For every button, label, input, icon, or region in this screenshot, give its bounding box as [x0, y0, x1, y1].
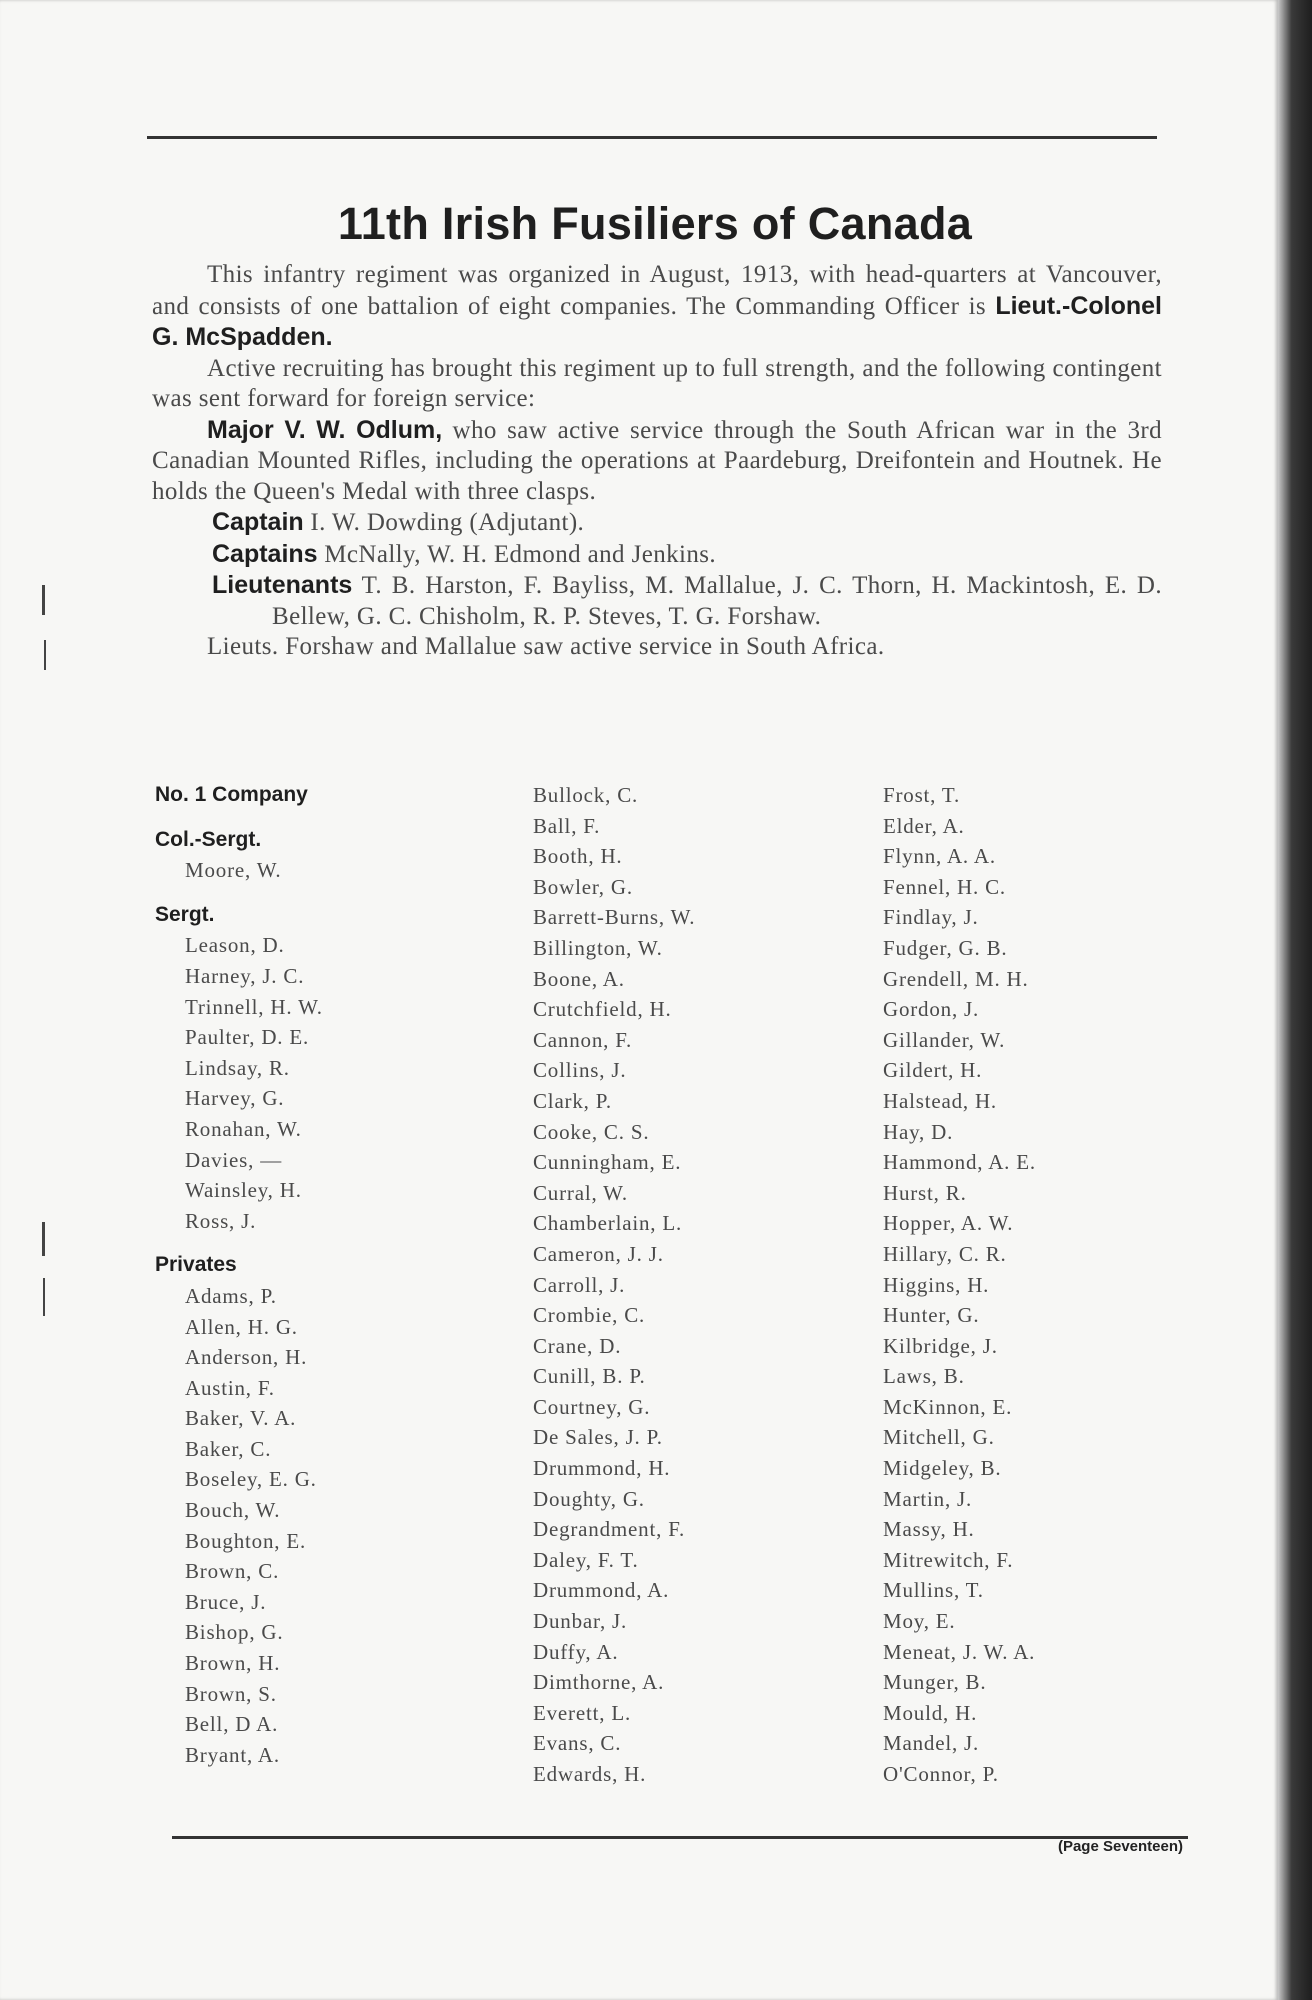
col-sergt-heading: Col.-Sergt.: [155, 827, 262, 851]
top-rule: [147, 136, 1157, 139]
privates-list-1: [155, 1281, 323, 1771]
roster-entry: Gordon, J.: [883, 997, 980, 1022]
roster-entry: Clark, P.: [533, 1088, 612, 1113]
roster-entry: Boughton, E.: [185, 1528, 307, 1553]
major-service-text: who saw active service through the South African war in the 3rd Canadian Mounted Rifles, including the operations at Paardeburg, Dreifontein and Houtnek. He holds the Queen's Medal with three clasps.: [152, 416, 1162, 505]
roster-entry: Courtney, G.: [533, 1394, 651, 1419]
roster-entry: Baker, C.: [185, 1436, 272, 1461]
margin-mark: [42, 585, 45, 615]
roster-entry: Dimthorne, A.: [533, 1670, 665, 1695]
captain-line: [152, 507, 1162, 539]
sergt-heading: Sergt.: [155, 902, 215, 926]
roster-entry: Duffy, A.: [533, 1639, 619, 1664]
margin-mark: [42, 1222, 45, 1256]
roster-entry: McKinnon, E.: [883, 1394, 1013, 1419]
roster-entry: Collins, J.: [533, 1058, 627, 1083]
roster-entry: Findlay, J.: [883, 905, 979, 930]
roster-entry: Daley, F. T.: [533, 1547, 639, 1572]
page-number: (Page Seventeen): [1057, 1838, 1183, 1855]
roster-entry: Harvey, G.: [185, 1086, 285, 1111]
roster-entry: Leason, D.: [185, 933, 285, 958]
roster-entry: Everett, L.: [533, 1700, 632, 1725]
captains-line: [152, 539, 1162, 571]
roster-entry: Carroll, J.: [533, 1272, 626, 1297]
roster-entry: Lindsay, R.: [185, 1055, 290, 1080]
roster-entry: Boone, A.: [533, 966, 625, 991]
roster-entry: Kilbridge, J.: [883, 1333, 998, 1358]
roster-entry: Curral, W.: [533, 1180, 628, 1205]
roster-entry: Cannon, F.: [533, 1027, 633, 1052]
roster-entry: Moy, E.: [883, 1609, 956, 1634]
intro-paragraph-recruiting: Active recruiting has brought this regiment up to full strength, and the following contingent was sent forward for foreign service:: [152, 354, 1162, 412]
roster-column-1: [155, 780, 323, 1770]
lieutenants-label: Lieutenants: [212, 571, 353, 599]
roster-entry: Crane, D.: [533, 1333, 622, 1358]
captain-label: Captain: [212, 508, 304, 536]
roster-entry: Brown, S.: [185, 1681, 277, 1706]
roster-entry: Davies, —: [185, 1147, 283, 1172]
roster-entry: Barrett-Burns, W.: [533, 905, 696, 930]
roster-entry: Drummond, A.: [533, 1578, 670, 1603]
captains-label: Captains: [212, 539, 318, 568]
roster-entry: Evans, C.: [533, 1731, 622, 1756]
privates-heading: Privates: [155, 1253, 237, 1277]
roster-entry: Bruce, J.: [185, 1589, 267, 1614]
roster-entry: Fennel, H. C.: [883, 874, 1006, 899]
organization-text: This infantry regiment was organized in August, 1913, with head-quarters at Vancouver, and consists of one battalion of eight companies. The Commanding Officer is: [152, 261, 1162, 320]
roster-entry: Austin, F.: [185, 1375, 275, 1400]
roster-entry: Cameron, J. J.: [533, 1241, 664, 1266]
roster-entry: Ross, J.: [185, 1208, 257, 1233]
roster-entry: Gillander, W.: [883, 1027, 1006, 1052]
roster-entry: Halstead, H.: [883, 1088, 997, 1113]
roster-entry: Baker, V. A.: [185, 1406, 297, 1431]
roster-entry: Mandel, J.: [883, 1731, 980, 1756]
roster-entry: Bouch, W.: [185, 1498, 281, 1523]
roster-entry: Gildert, H.: [883, 1058, 983, 1083]
roster-entry: Hopper, A. W.: [883, 1211, 1014, 1236]
roster-entry: Cunill, B. P.: [533, 1364, 646, 1389]
roster-entry: Mitrewitch, F.: [883, 1547, 1014, 1572]
major-name: Major V. W. Odlum,: [207, 415, 443, 444]
roster-entry: Brown, H.: [185, 1651, 281, 1676]
commanding-officer-name: Lieut.-Colonel G. McSpadden.: [152, 291, 1162, 351]
roster-entry: Munger, B.: [883, 1670, 987, 1695]
roster-entry: Hunter, G.: [883, 1303, 980, 1328]
roster-column-3: [883, 780, 1036, 1790]
roster-entry: Edwards, H.: [533, 1762, 647, 1786]
lieutenants-text: T. B. Harston, F. Bayliss, M. Mallalue, J. C. Thorn, H. Mackintosh, E. D. Bellew, G. C. Chisholm, R. P. Steves, T. G. Forshaw.: [272, 572, 1162, 630]
intro-paragraph-major: [152, 415, 1162, 508]
sergt-list: [155, 930, 323, 1236]
roster-entry: Higgins, H.: [883, 1272, 990, 1297]
roster-entry: Bishop, G.: [185, 1620, 284, 1645]
roster-entry: Martin, J.: [883, 1486, 973, 1511]
roster-entry: Mitchell, G.: [883, 1425, 995, 1450]
roster-entry: Bryant, A.: [185, 1742, 280, 1767]
roster-entry: Moore, W.: [185, 858, 282, 883]
roster-entry: Grendell, M. H.: [883, 966, 1029, 991]
roster-entry: Cunningham, E.: [533, 1150, 682, 1175]
roster-entry: Mould, H.: [883, 1700, 978, 1725]
roster-entry: Allen, H. G.: [185, 1314, 298, 1339]
roster-entry: Boseley, E. G.: [185, 1467, 317, 1492]
roster-entry: O'Connor, P.: [883, 1762, 999, 1786]
company-heading: No. 1 Company: [155, 783, 308, 806]
roster-entry: Crutchfield, H.: [533, 997, 672, 1022]
intro-paragraph-south-africa: Lieuts. Forshaw and Mallalue saw active service in South Africa.: [207, 633, 885, 660]
roster-column-2: [533, 780, 695, 1790]
roster-entry: Hillary, C. R.: [883, 1241, 1007, 1266]
roster-entry: Anderson, H.: [185, 1345, 308, 1370]
roster-entry: Wainsley, H.: [185, 1178, 302, 1203]
roster-entry: Hay, D.: [883, 1119, 954, 1144]
roster-entry: Bullock, C.: [533, 783, 639, 807]
roster-entry: Crombie, C.: [533, 1303, 646, 1328]
roster-entry: Bell, D A.: [185, 1712, 279, 1737]
bottom-rule: [172, 1836, 1188, 1839]
roster-entry: Brown, C.: [185, 1559, 280, 1584]
roster-entry: Degrandment, F.: [533, 1517, 686, 1542]
roster-entry: Drummond, H.: [533, 1456, 671, 1481]
roster-entry: Doughty, G.: [533, 1486, 645, 1511]
roster-entry: Midgeley, B.: [883, 1456, 1002, 1481]
roster-entry: Booth, H.: [533, 844, 623, 869]
roster-entry: Ball, F.: [533, 813, 601, 838]
roster-entry: Ronahan, W.: [185, 1116, 302, 1141]
roster-entry: Trinnell, H. W.: [185, 994, 323, 1019]
captain-text: I. W. Dowding (Adjutant).: [303, 509, 585, 536]
roster-entry: Chamberlain, L.: [533, 1211, 683, 1236]
roster-entry: Adams, P.: [185, 1283, 277, 1308]
roster-entry: Hammond, A. E.: [883, 1150, 1036, 1175]
roster-entry: Bowler, G.: [533, 874, 633, 899]
roster-entry: Laws, B.: [883, 1364, 965, 1389]
roster-entry: Hurst, R.: [883, 1180, 967, 1205]
roster-entry: Dunbar, J.: [533, 1609, 628, 1634]
roster-entry: Paulter, D. E.: [185, 1025, 310, 1050]
intro-paragraph-organization: [152, 260, 1162, 354]
margin-mark: [44, 640, 46, 670]
roster-entry: Elder, A.: [883, 813, 965, 838]
page-edge: [1278, 0, 1312, 2000]
lieutenants-line: [152, 570, 1162, 632]
roster-entry: Harney, J. C.: [185, 963, 305, 988]
intro-text: [152, 260, 1162, 663]
page-title: 11th Irish Fusiliers of Canada: [337, 198, 973, 249]
roster-entry: Mullins, T.: [883, 1578, 984, 1603]
col-sergt-list: [155, 855, 323, 886]
roster-entry: Meneat, J. W. A.: [883, 1639, 1036, 1664]
roster-entry: Fudger, G. B.: [883, 935, 1008, 960]
roster-entry: Cooke, C. S.: [533, 1119, 650, 1144]
roster-entry: De Sales, J. P.: [533, 1425, 663, 1450]
roster-entry: Frost, T.: [883, 783, 961, 807]
roster-entry: Flynn, A. A.: [883, 844, 996, 869]
captains-text: McNally, W. H. Edmond and Jenkins.: [317, 540, 717, 568]
margin-mark: [43, 1278, 45, 1316]
roster-entry: Billington, W.: [533, 935, 663, 960]
roster-entry: Massy, H.: [883, 1517, 975, 1542]
